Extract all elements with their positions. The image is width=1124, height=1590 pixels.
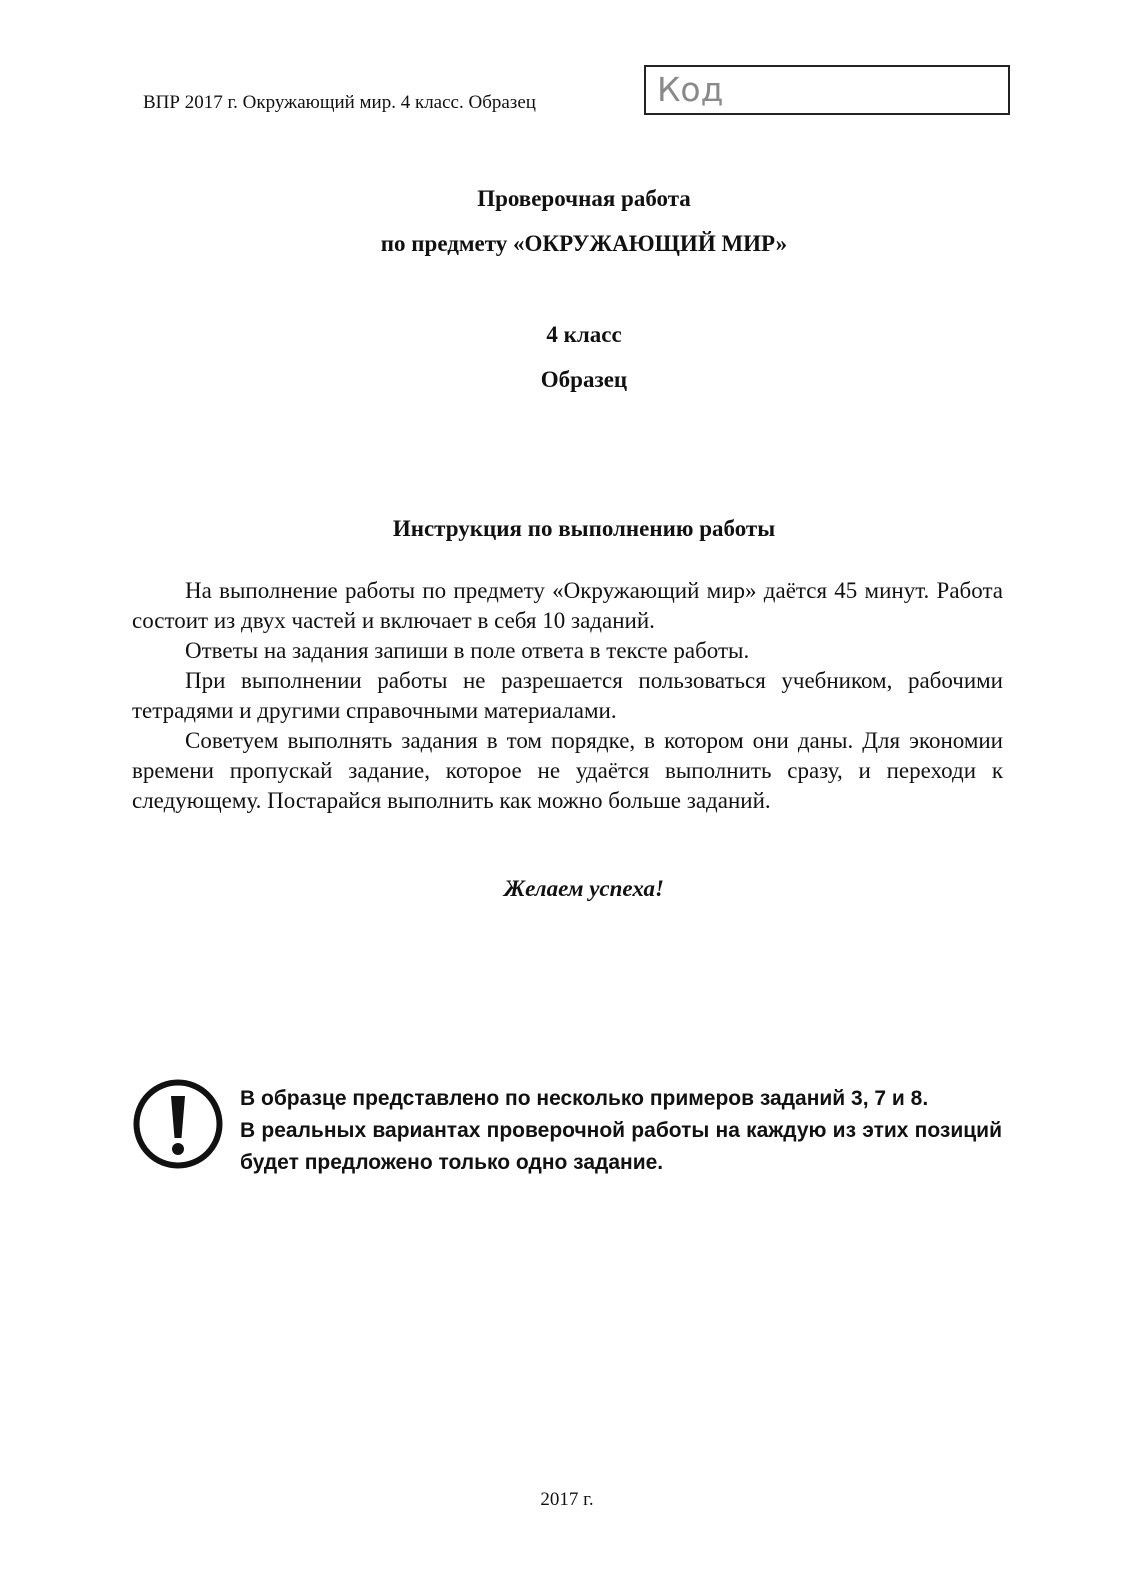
- notice-line: В образце представлено по несколько примеров заданий 3, 7 и 8.: [240, 1087, 929, 1110]
- header-title: ВПР 2017 г. Окружающий мир. 4 класс. Образец: [143, 92, 536, 113]
- instructions-paragraph: Ответы на задания запиши в поле ответа в тексте работы.: [185, 638, 750, 663]
- notice-text: [240, 1083, 1002, 1179]
- instructions-paragraph: На выполнение работы по предмету «Окружающий мир» даётся 45 минут. Работа состоит из двух частей и включает в себя 10 заданий.: [132, 578, 1003, 633]
- code-field[interactable]: [644, 65, 1010, 115]
- exclamation-circle-icon: [132, 1078, 224, 1170]
- notice-line: В реальных вариантах проверочной работы на каждую из этих позиций будет предложено только одно задание.: [240, 1119, 1002, 1174]
- instructions-heading: Инструкция по выполнению работы: [392, 516, 776, 541]
- instructions-paragraph: Советуем выполнять задания в том порядке, в котором они даны. Для экономии времени пропускай задание, которое не удаётся выполнить сразу, и переходи к следующему. Постарайся выполнить как можно больше заданий.: [132, 728, 1003, 813]
- instructions-body: [132, 576, 1003, 816]
- code-label: Код: [657, 70, 724, 109]
- footer-year: 2017 г.: [540, 1489, 594, 1510]
- wish-text: Желаем успеха!: [504, 876, 664, 901]
- page-title: Проверочная работа: [477, 186, 691, 211]
- instructions-paragraph: При выполнении работы не разрешается пользоваться учебником, рабочими тетрадями и другими справочными материалами.: [132, 668, 1003, 723]
- sample-label: Образец: [540, 367, 628, 392]
- grade-label: 4 класс: [546, 322, 622, 347]
- page-subtitle: по предмету «ОКРУЖАЮЩИЙ МИР»: [380, 231, 788, 256]
